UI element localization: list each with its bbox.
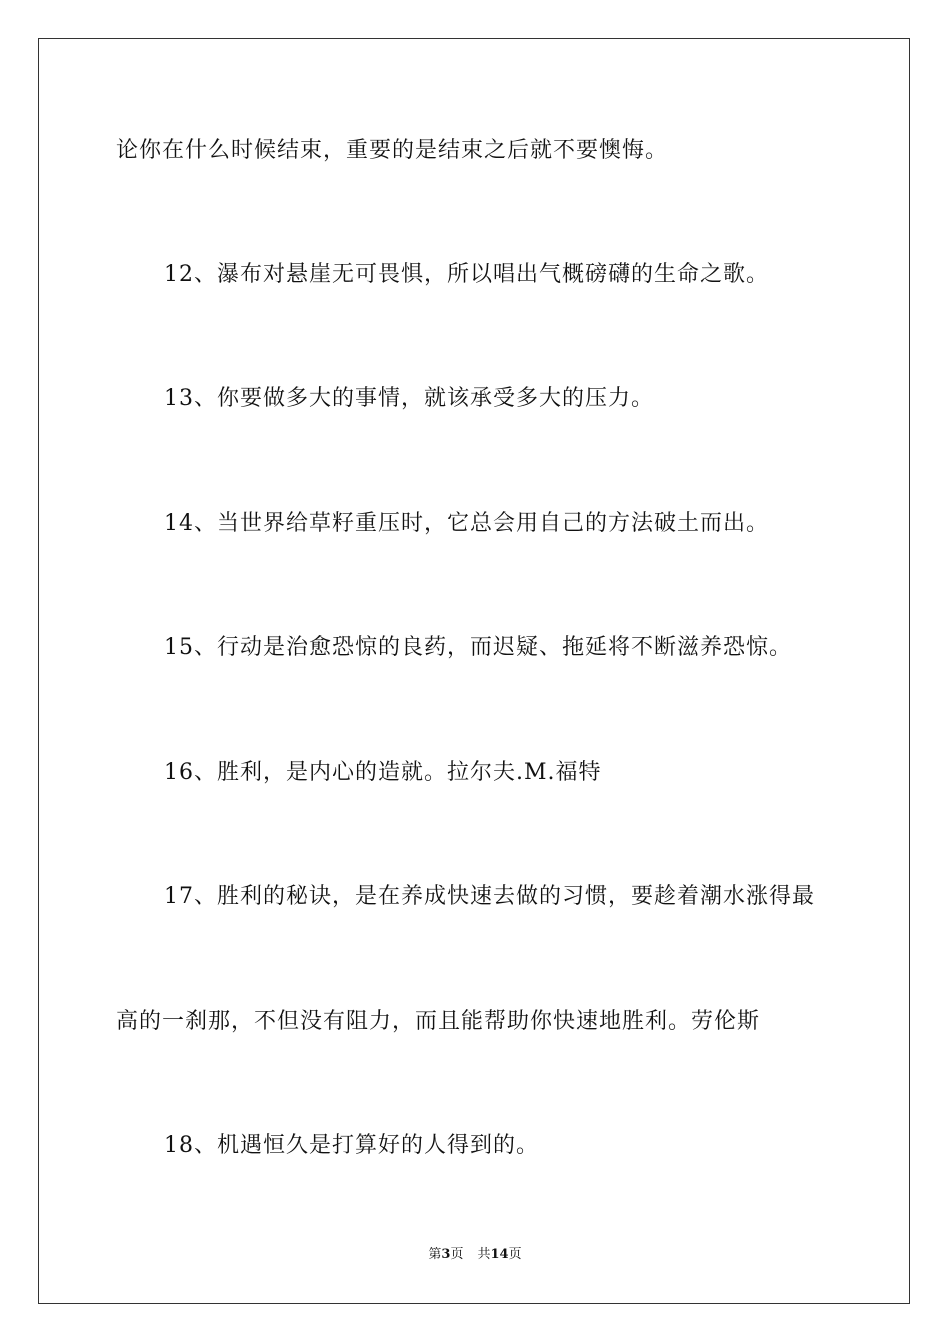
text-line-2: 12、瀑布对悬崖无可畏惧，所以唱出气概磅礴的生命之歌。 — [164, 262, 769, 287]
page-footer — [0, 1246, 950, 1264]
page-suffix: 页 — [450, 1247, 464, 1262]
text-line-6: 16、胜利，是内心的造就。拉尔夫.M.福特 — [164, 760, 602, 785]
page-prefix: 第 — [428, 1247, 442, 1262]
total-suffix: 页 — [508, 1247, 522, 1262]
text-line-7: 17、胜利的秘诀，是在养成快速去做的习惯，要趁着潮水涨得最 — [164, 884, 815, 909]
text-line-9: 18、机遇恒久是打算好的人得到的。 — [164, 1133, 539, 1158]
page-border — [38, 38, 910, 1304]
text-line-3: 13、你要做多大的事情，就该承受多大的压力。 — [164, 386, 654, 411]
text-line-4: 14、当世界给草籽重压时，它总会用自己的方法破土而出。 — [164, 511, 769, 536]
total-prefix: 共 — [477, 1247, 491, 1262]
text-line-8: 高的一刹那，不但没有阻力，而且能帮助你快速地胜利。劳伦斯 — [116, 1009, 761, 1034]
page-number: 3 — [441, 1247, 451, 1262]
text-line-1: 论你在什么时候结束，重要的是结束之后就不要懊悔。 — [116, 138, 669, 163]
text-line-5: 15、行动是治愈恐惊的良药，而迟疑、拖延将不断滋养恐惊。 — [164, 635, 792, 660]
total-pages: 14 — [490, 1247, 509, 1262]
